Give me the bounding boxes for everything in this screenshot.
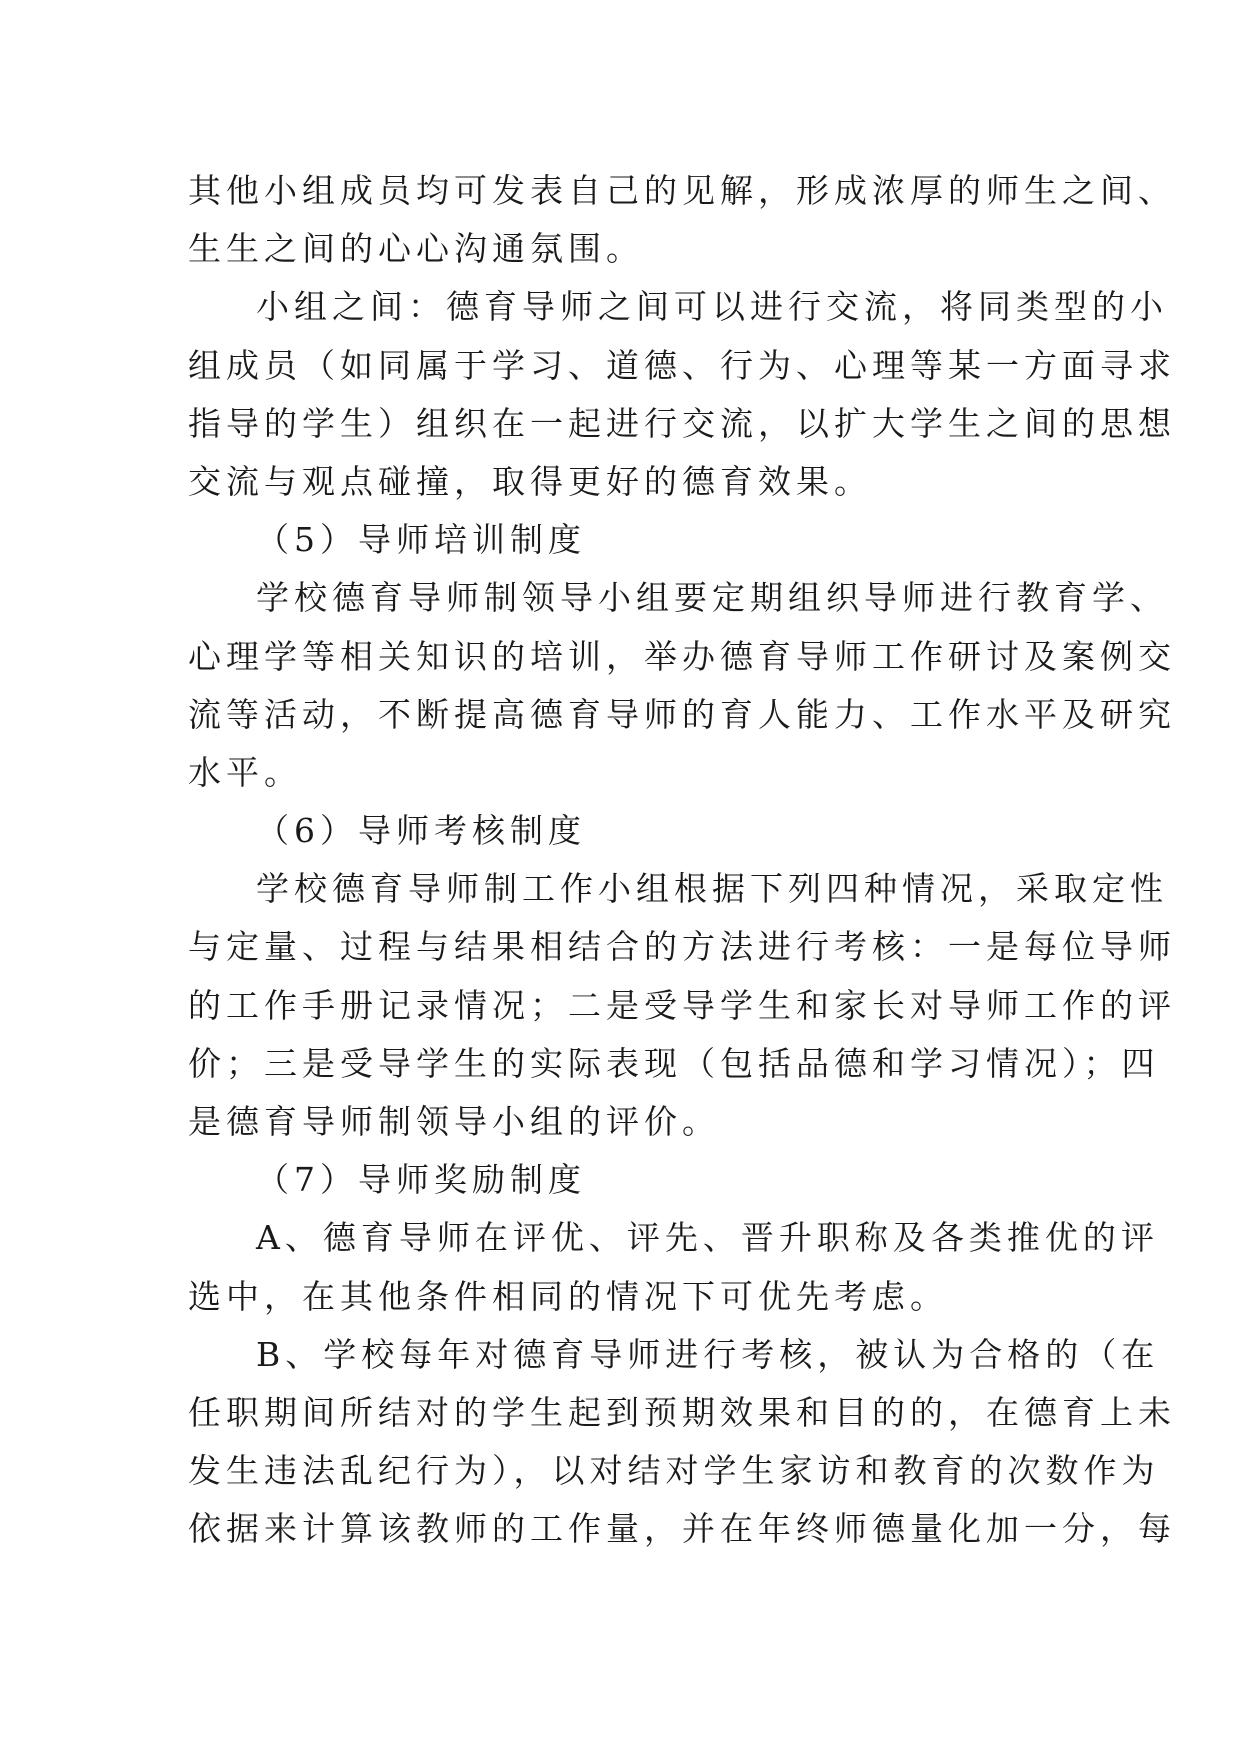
paragraph-line: A、德育导师在评优、评先、晋升职称及各类推优的评 <box>256 1218 1159 1258</box>
document-body <box>188 162 1176 1559</box>
paragraph-line: 发生违法乱纪行为），以对结对学生家访和教育的次数作为 <box>188 1451 1160 1491</box>
paragraph-line: 学校德育导师制领导小组要定期组织导师进行教育学、 <box>256 578 1168 618</box>
paragraph-line: 选中，在其他条件相同的情况下可优先考虑。 <box>188 1276 948 1316</box>
paragraph-line: 任职期间所结对的学生起到预期效果和目的的，在德育上未 <box>188 1392 1176 1432</box>
paragraph-line: 组成员（如同属于学习、道德、行为、心理等某一方面寻求 <box>188 345 1176 385</box>
paragraph-line: 的工作手册记录情况；二是受导学生和家长对导师工作的评 <box>188 985 1176 1025</box>
paragraph-line: 心理学等相关知识的培训，举办德育导师工作研讨及案例交 <box>188 636 1176 676</box>
paragraph-line: 价；三是受导学生的实际表现（包括品德和学习情况）；四 <box>188 1043 1160 1083</box>
section-heading: （5）导师培训制度 <box>256 520 586 560</box>
paragraph-line: 其他小组成员均可发表自己的见解，形成浓厚的师生之间、 <box>188 171 1176 210</box>
paragraph-line: 与定量、过程与结果相结合的方法进行考核：一是每位导师 <box>188 927 1176 967</box>
paragraph-line: 生生之间的心心沟通氛围。 <box>188 229 644 269</box>
paragraph-line: 水平。 <box>188 752 302 792</box>
paragraph-line: B、学校每年对德育导师进行考核，被认为合格的（在 <box>256 1334 1160 1374</box>
section-heading: （7）导师奖励制度 <box>256 1160 586 1200</box>
paragraph-line: 交流与观点碰撞，取得更好的德育效果。 <box>188 461 872 501</box>
section-heading: （6）导师考核制度 <box>256 811 586 851</box>
paragraph-line: 依据来计算该教师的工作量，并在年终师德量化加一分，每 <box>188 1509 1176 1549</box>
paragraph-line: 流等活动，不断提高德育导师的育人能力、工作水平及研究 <box>188 694 1176 734</box>
paragraph-line: 是德育导师制领导小组的评价。 <box>188 1102 720 1141</box>
paragraph-line: 学校德育导师制工作小组根据下列四种情况，采取定性 <box>256 869 1168 909</box>
paragraph-line: 指导的学生）组织在一起进行交流，以扩大学生之间的思想 <box>188 403 1176 443</box>
paragraph-line: 小组之间：德育导师之间可以进行交流，将同类型的小 <box>256 287 1168 327</box>
